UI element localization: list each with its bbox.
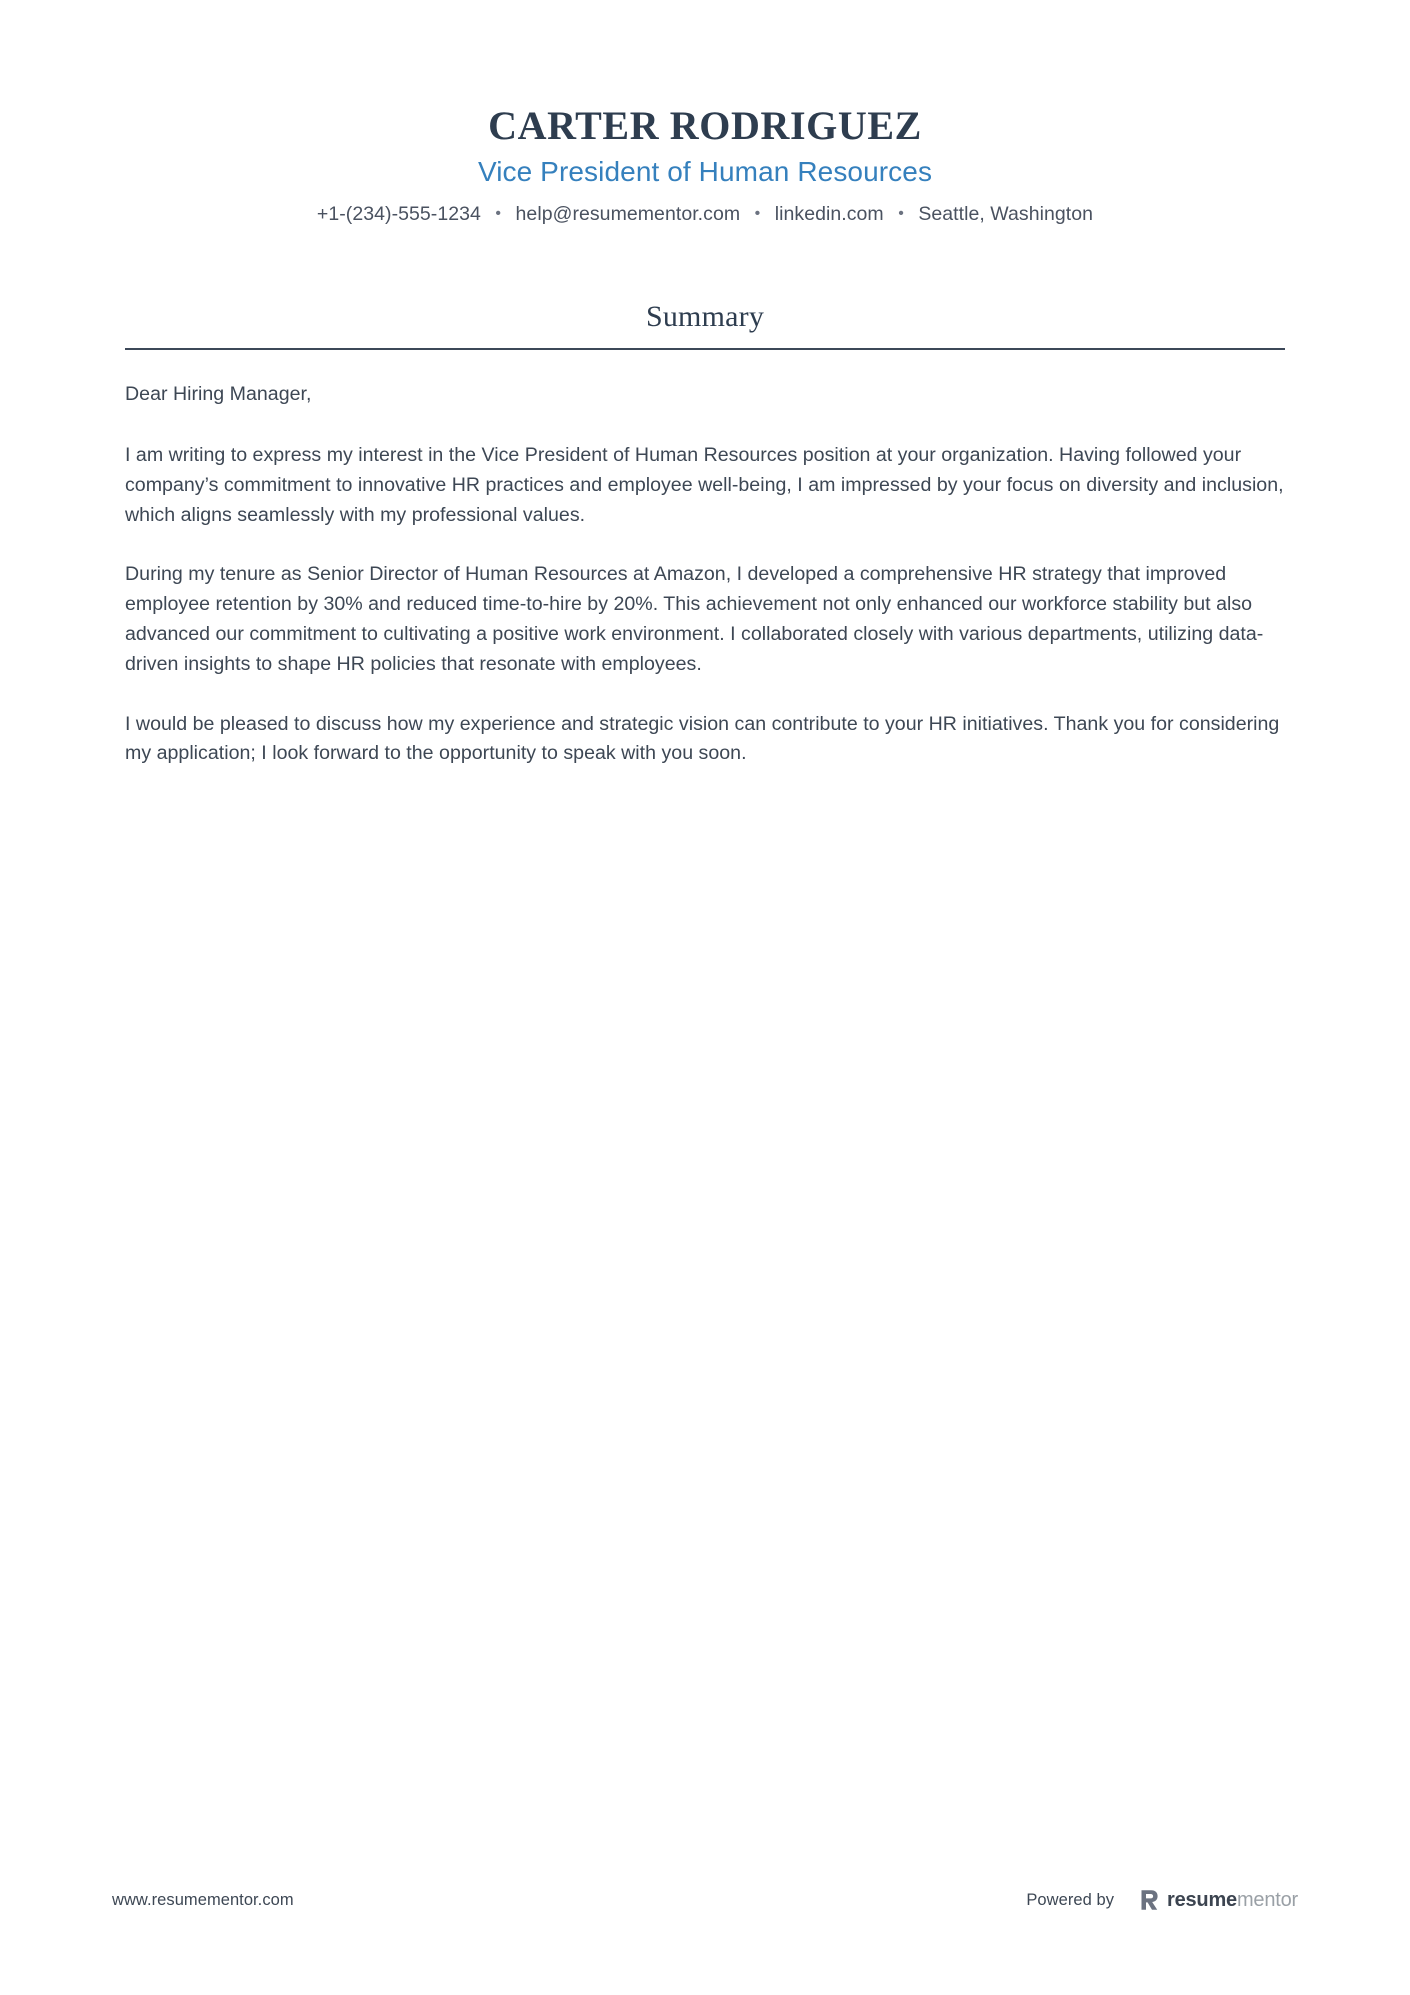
candidate-name: CARTER RODRIGUEZ (488, 103, 922, 148)
resumementor-mark-icon (1140, 1889, 1160, 1911)
contact-email[interactable]: help@resumementor.com (515, 202, 741, 225)
brand-word-primary: resume (1167, 1889, 1237, 1911)
contact-phone: +1-(234)-555-1234 (316, 202, 481, 225)
letter-paragraph-2: During my tenure as Senior Director of Human Resources at Amazon, I developed a comprehensive HR strategy that improved employee retention by 30% and reduced time-to-hire by 20%. This achievement not only enhanced our workforce stability but also advanced our commitment to cultivating a positive work environment. I collaborated closely with various departments, utilizing data-driven insights to shape HR policies that resonate with employees. (125, 563, 1264, 675)
contact-separator-icon: • (898, 204, 904, 222)
footer-website-url[interactable]: www.resumementor.com (112, 1890, 294, 1909)
contact-website[interactable]: linkedin.com (774, 202, 884, 225)
letter-salutation: Dear Hiring Manager, (125, 383, 312, 406)
document-footer (0, 1889, 1410, 1911)
resumementor-wordmark (1167, 1890, 1298, 1910)
contact-info-line (0, 201, 1410, 228)
contact-location: Seattle, Washington (918, 202, 1094, 225)
section-divider (125, 348, 1285, 350)
document-header (0, 0, 1410, 228)
footer-branding (1026, 1889, 1298, 1911)
section-title: Summary (645, 300, 765, 334)
contact-separator-icon: • (495, 204, 502, 222)
contact-separator-icon: • (754, 204, 761, 222)
summary-section-header (0, 300, 1410, 350)
candidate-job-title: Vice President of Human Resources (477, 156, 933, 188)
letter-paragraph-3: I would be pleased to discuss how my experience and strategic vision can contribute to your HR initiatives. Thank you for considering my application; I look forward to the opportunity to speak with you soon. (125, 712, 1280, 765)
resumementor-logo[interactable] (1140, 1889, 1298, 1911)
brand-word-secondary: mentor (1236, 1889, 1298, 1911)
powered-by-label: Powered by (1026, 1890, 1114, 1909)
letter-paragraph-1: I am writing to express my interest in the Vice President of Human Resources position at your organization. Having followed your company’s commitment to innovative HR practices and employee well-being, I am impressed by your focus on diversity and inclusion, which aligns seamlessly with my professional values. (125, 444, 1284, 526)
cover-letter-body (0, 380, 1410, 769)
